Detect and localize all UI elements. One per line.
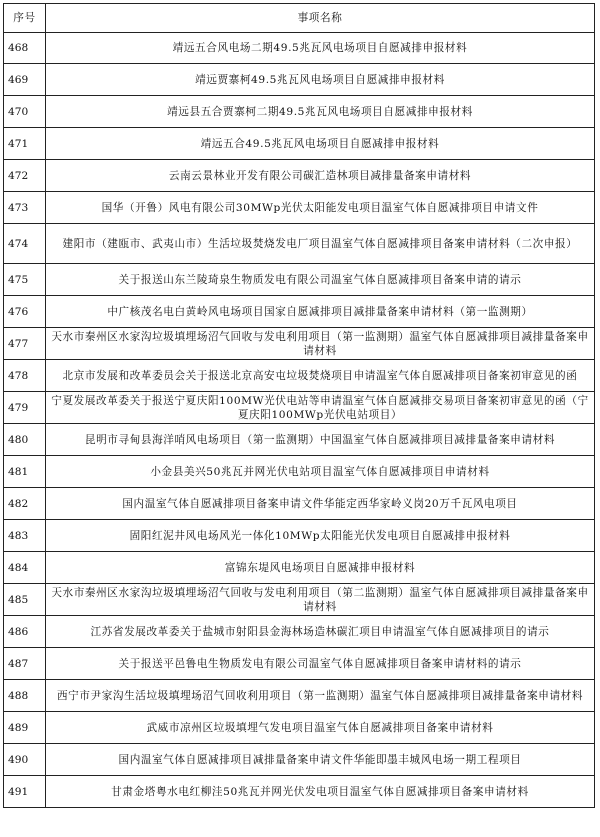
- table-row: [4, 616, 595, 648]
- table-row: [4, 160, 595, 192]
- row-item-name: 关于报送山东兰陵琦泉生物质发电有限公司温室气体自愿减排项目备案申请的请示: [46, 264, 595, 296]
- row-number: 470: [4, 96, 46, 128]
- row-item-name: 国内温室气体自愿减排项目备案申请文件华能定西华家岭义岗20万千瓦风电项目: [46, 488, 595, 520]
- row-number: 487: [4, 648, 46, 680]
- row-number: 482: [4, 488, 46, 520]
- header-item-name: 事项名称: [46, 4, 595, 33]
- row-number: 476: [4, 296, 46, 328]
- row-number: 483: [4, 520, 46, 552]
- header-seq: 序号: [4, 4, 46, 33]
- row-item-name: 富锦东堤风电场项目自愿减排申报材料: [46, 552, 595, 584]
- table-row: [4, 392, 595, 424]
- table-row: [4, 128, 595, 160]
- row-number: 473: [4, 192, 46, 224]
- row-item-name: 建阳市（建瓯市、武夷山市）生活垃圾焚烧发电厂项目温室气体自愿减排项目备案申请材料（二次申报）: [46, 224, 595, 264]
- table-row: [4, 96, 595, 128]
- row-number: 468: [4, 33, 46, 64]
- row-number: 475: [4, 264, 46, 296]
- table-row: [4, 360, 595, 392]
- row-item-name: 武威市凉州区垃圾填埋气发电项目温室气体自愿减排项目备案申请材料: [46, 712, 595, 744]
- row-number: 478: [4, 360, 46, 392]
- row-number: 480: [4, 424, 46, 456]
- row-item-name: 靖远贾寨柯49.5兆瓦风电场项目自愿减排申报材料: [46, 64, 595, 96]
- row-number: 486: [4, 616, 46, 648]
- row-number: 469: [4, 64, 46, 96]
- table-row: [4, 584, 595, 616]
- row-item-name: 小金县美兴50兆瓦并网光伏电站项目温室气体自愿减排项目申请材料: [46, 456, 595, 488]
- table-row: [4, 744, 595, 776]
- table-row: [4, 192, 595, 224]
- row-item-name: 中广核茂名电白黄岭风电场项目国家自愿减排项目减排量备案申请材料（第一监测期）: [46, 296, 595, 328]
- row-item-name: 固阳红泥井风电场风光一体化10MWp太阳能光伏发电项目自愿减排申报材料: [46, 520, 595, 552]
- row-item-name: 云南云景林业开发有限公司碳汇造林项目减排量备案申请材料: [46, 160, 595, 192]
- table-row: [4, 296, 595, 328]
- row-item-name: 西宁市尹家沟生活垃圾填埋场沼气回收利用项目（第一监测期）温室气体自愿减排项目减排量备案申请材料: [46, 680, 595, 712]
- row-item-name: 天水市秦州区水家沟垃圾填埋场沼气回收与发电利用项目（第一监测期）温室气体自愿减排项目减排量备案申请材料: [46, 328, 595, 360]
- row-item-name: 国华（开鲁）风电有限公司30MWp光伏太阳能发电项目温室气体自愿减排项目申请文件: [46, 192, 595, 224]
- row-number: 484: [4, 552, 46, 584]
- table-row: [4, 264, 595, 296]
- table-row: [4, 552, 595, 584]
- row-number: 472: [4, 160, 46, 192]
- row-item-name: 江苏省发展改革委关于盐城市射阳县金海林场造林碳汇项目申请温室气体自愿减排项目的请示: [46, 616, 595, 648]
- row-item-name: 宁夏发展改革委关于报送宁夏庆阳100MW光伏电站等申请温室气体自愿减排交易项目备案初审意见的函（宁夏庆阳100MWp光伏电站项目）: [46, 392, 595, 424]
- table-row: [4, 648, 595, 680]
- row-number: 489: [4, 712, 46, 744]
- table-row: [4, 33, 595, 64]
- row-number: 488: [4, 680, 46, 712]
- table-row: [4, 64, 595, 96]
- row-number: 479: [4, 392, 46, 424]
- row-item-name: 靖远县五合贾寨柯二期49.5兆瓦风电场项目自愿减排申报材料: [46, 96, 595, 128]
- row-number: 491: [4, 776, 46, 808]
- row-item-name: 北京市发展和改革委员会关于报送北京高安屯垃圾焚烧项目申请温室气体自愿减排项目备案初审意见的函: [46, 360, 595, 392]
- table-row: [4, 328, 595, 360]
- row-number: 490: [4, 744, 46, 776]
- table-row: [4, 520, 595, 552]
- table-row: [4, 456, 595, 488]
- table-row: [4, 680, 595, 712]
- row-item-name: 靖远五合风电场二期49.5兆瓦风电场项目自愿减排申报材料: [46, 33, 595, 64]
- table-body: [4, 33, 595, 808]
- row-item-name: 关于报送平邑鲁电生物质发电有限公司温室气体自愿减排项目备案申请材料的请示: [46, 648, 595, 680]
- row-number: 471: [4, 128, 46, 160]
- table-row: [4, 488, 595, 520]
- table-row: [4, 712, 595, 744]
- table-row: [4, 776, 595, 808]
- row-item-name: 昆明市寻甸县海洋哨风电场项目（第一监测期）中国温室气体自愿减排项目减排量备案申请材料: [46, 424, 595, 456]
- row-item-name: 天水市秦州区水家沟垃圾填埋场沼气回收与发电利用项目（第二监测期）温室气体自愿减排项目减排量备案申请材料: [46, 584, 595, 616]
- table-header-row: [4, 4, 595, 33]
- row-number: 477: [4, 328, 46, 360]
- items-table: [3, 3, 595, 808]
- row-number: 481: [4, 456, 46, 488]
- table-row: [4, 424, 595, 456]
- row-number: 485: [4, 584, 46, 616]
- row-item-name: 甘肃金塔粤水电红柳洼50兆瓦并网光伏发电项目温室气体自愿减排项目备案申请材料: [46, 776, 595, 808]
- row-item-name: 靖远五合49.5兆瓦风电场项目自愿减排申报材料: [46, 128, 595, 160]
- row-number: 474: [4, 224, 46, 264]
- row-item-name: 国内温室气体自愿减排项目减排量备案申请文件华能即墨丰城风电场一期工程项目: [46, 744, 595, 776]
- table-row: [4, 224, 595, 264]
